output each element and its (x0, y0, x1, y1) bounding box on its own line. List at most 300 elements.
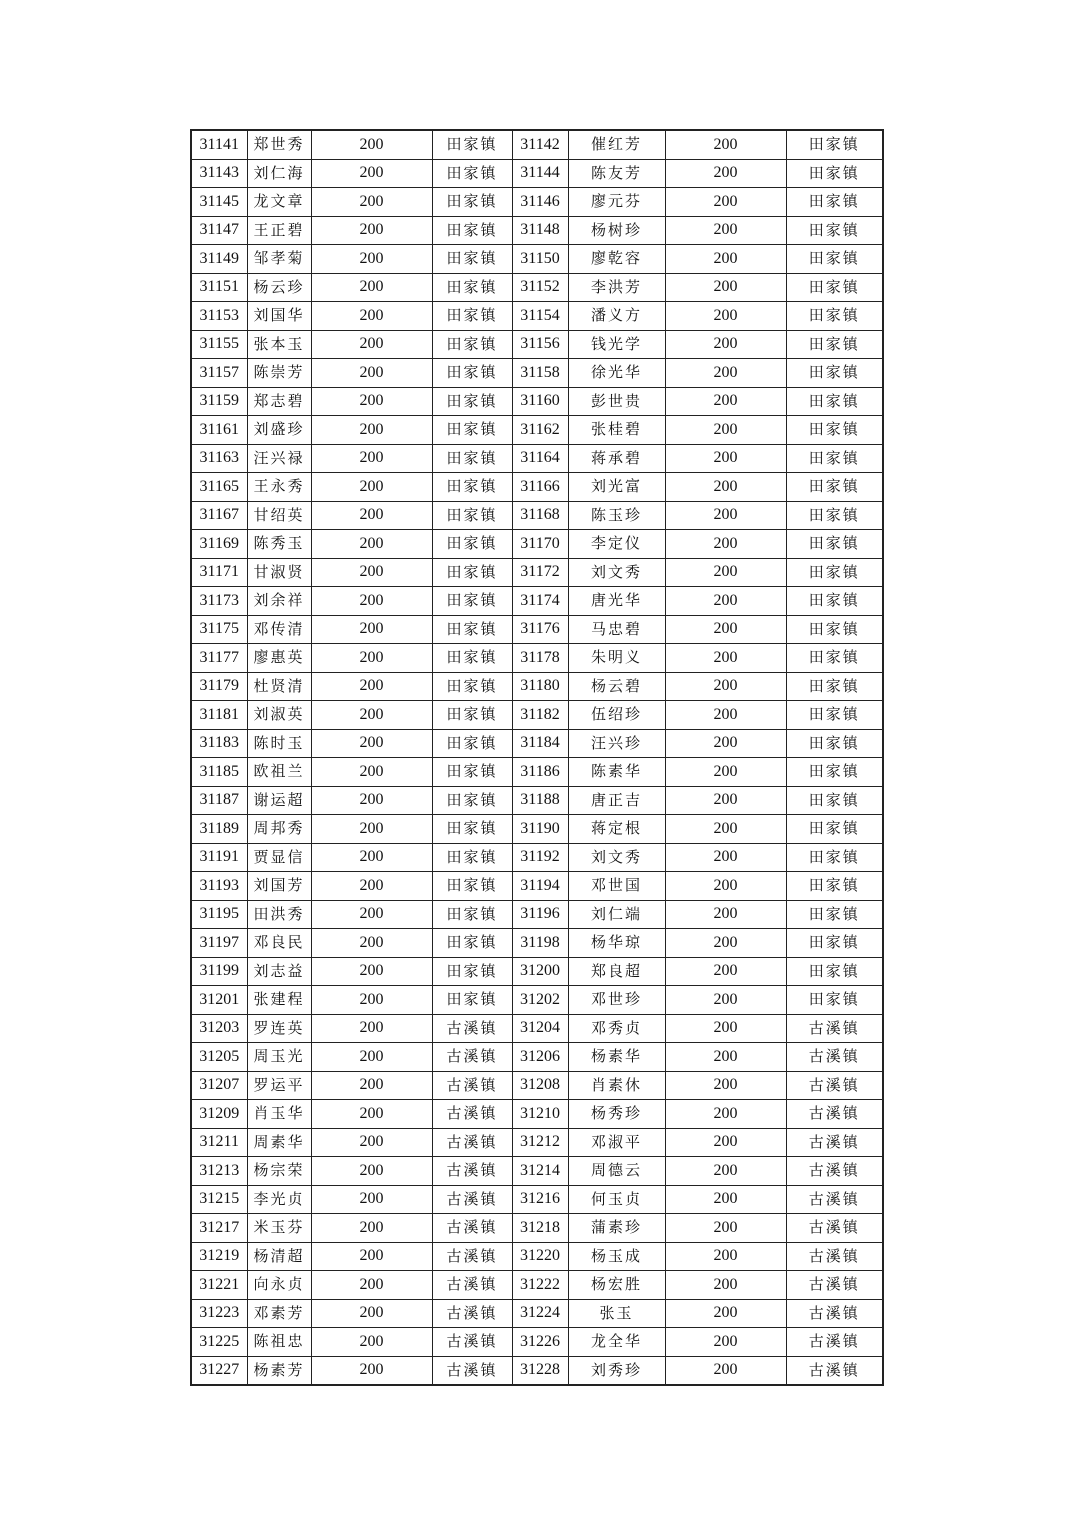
amount-cell: 200 (311, 786, 432, 815)
record-id-cell: 31216 (512, 1185, 568, 1214)
amount-cell: 200 (665, 1014, 786, 1043)
person-name-cell: 朱明义 (568, 644, 665, 673)
table-row (191, 330, 883, 359)
table-row (191, 644, 883, 673)
table-row (191, 786, 883, 815)
record-id-cell: 31183 (191, 729, 247, 758)
table-row (191, 1299, 883, 1328)
record-id-cell: 31184 (512, 729, 568, 758)
table-row (191, 1128, 883, 1157)
record-id-cell: 31144 (512, 159, 568, 188)
person-name-cell: 陈祖忠 (247, 1328, 311, 1357)
person-name-cell: 刘盛珍 (247, 416, 311, 445)
record-id-cell: 31201 (191, 986, 247, 1015)
record-id-cell: 31156 (512, 330, 568, 359)
table-row (191, 1157, 883, 1186)
person-name-cell: 刘仁海 (247, 159, 311, 188)
record-id-cell: 31154 (512, 302, 568, 331)
amount-cell: 200 (665, 330, 786, 359)
record-id-cell: 31206 (512, 1043, 568, 1072)
person-name-cell: 邓良民 (247, 929, 311, 958)
town-cell: 田家镇 (786, 245, 883, 274)
town-cell: 田家镇 (432, 644, 512, 673)
amount-cell: 200 (665, 957, 786, 986)
town-cell: 田家镇 (432, 558, 512, 587)
record-id-cell: 31207 (191, 1071, 247, 1100)
amount-cell: 200 (665, 929, 786, 958)
town-cell: 田家镇 (432, 130, 512, 159)
person-name-cell: 刘文秀 (568, 843, 665, 872)
town-cell: 田家镇 (432, 473, 512, 502)
amount-cell: 200 (311, 444, 432, 473)
amount-cell: 200 (665, 245, 786, 274)
record-id-cell: 31163 (191, 444, 247, 473)
person-name-cell: 徐光华 (568, 359, 665, 388)
amount-cell: 200 (311, 872, 432, 901)
record-id-cell: 31145 (191, 188, 247, 217)
record-id-cell: 31187 (191, 786, 247, 815)
table-row (191, 216, 883, 245)
person-name-cell: 刘光富 (568, 473, 665, 502)
town-cell: 古溪镇 (786, 1185, 883, 1214)
amount-cell: 200 (665, 159, 786, 188)
amount-cell: 200 (665, 1185, 786, 1214)
person-name-cell: 肖玉华 (247, 1100, 311, 1129)
town-cell: 田家镇 (432, 302, 512, 331)
record-id-cell: 31178 (512, 644, 568, 673)
table-row (191, 1100, 883, 1129)
town-cell: 古溪镇 (786, 1043, 883, 1072)
table-row (191, 587, 883, 616)
town-cell: 田家镇 (786, 957, 883, 986)
amount-cell: 200 (665, 872, 786, 901)
person-name-cell: 周素华 (247, 1128, 311, 1157)
table-row (191, 245, 883, 274)
amount-cell: 200 (311, 986, 432, 1015)
table-row (191, 387, 883, 416)
amount-cell: 200 (311, 416, 432, 445)
person-name-cell: 甘绍英 (247, 501, 311, 530)
town-cell: 田家镇 (432, 758, 512, 787)
record-id-cell: 31157 (191, 359, 247, 388)
town-cell: 田家镇 (432, 416, 512, 445)
person-name-cell: 陈友芳 (568, 159, 665, 188)
person-name-cell: 伍绍珍 (568, 701, 665, 730)
record-id-cell: 31204 (512, 1014, 568, 1043)
record-id-cell: 31209 (191, 1100, 247, 1129)
amount-cell: 200 (311, 130, 432, 159)
amount-cell: 200 (665, 843, 786, 872)
amount-cell: 200 (311, 188, 432, 217)
amount-cell: 200 (311, 615, 432, 644)
amount-cell: 200 (311, 729, 432, 758)
record-id-cell: 31179 (191, 672, 247, 701)
person-name-cell: 杨云碧 (568, 672, 665, 701)
town-cell: 田家镇 (432, 672, 512, 701)
town-cell: 田家镇 (432, 359, 512, 388)
amount-cell: 200 (311, 273, 432, 302)
town-cell: 田家镇 (786, 273, 883, 302)
person-name-cell: 催红芳 (568, 130, 665, 159)
record-id-cell: 31181 (191, 701, 247, 730)
town-cell: 田家镇 (432, 929, 512, 958)
person-name-cell: 杨素芳 (247, 1356, 311, 1385)
person-name-cell: 钱光学 (568, 330, 665, 359)
amount-cell: 200 (311, 1242, 432, 1271)
amount-cell: 200 (665, 1356, 786, 1385)
town-cell: 古溪镇 (432, 1128, 512, 1157)
town-cell: 田家镇 (786, 444, 883, 473)
record-id-cell: 31186 (512, 758, 568, 787)
record-id-cell: 31146 (512, 188, 568, 217)
person-name-cell: 米玉芬 (247, 1214, 311, 1243)
record-id-cell: 31213 (191, 1157, 247, 1186)
record-id-cell: 31185 (191, 758, 247, 787)
amount-cell: 200 (665, 1299, 786, 1328)
person-name-cell: 汪兴禄 (247, 444, 311, 473)
amount-cell: 200 (665, 644, 786, 673)
town-cell: 古溪镇 (432, 1299, 512, 1328)
record-id-cell: 31149 (191, 245, 247, 274)
table-row (191, 872, 883, 901)
amount-cell: 200 (665, 815, 786, 844)
town-cell: 古溪镇 (786, 1299, 883, 1328)
town-cell: 古溪镇 (786, 1128, 883, 1157)
person-name-cell: 刘仁端 (568, 900, 665, 929)
town-cell: 田家镇 (432, 900, 512, 929)
record-id-cell: 31162 (512, 416, 568, 445)
record-id-cell: 31166 (512, 473, 568, 502)
record-id-cell: 31148 (512, 216, 568, 245)
record-id-cell: 31222 (512, 1271, 568, 1300)
amount-cell: 200 (665, 1214, 786, 1243)
person-name-cell: 郑志碧 (247, 387, 311, 416)
town-cell: 田家镇 (786, 672, 883, 701)
town-cell: 田家镇 (432, 245, 512, 274)
amount-cell: 200 (311, 387, 432, 416)
town-cell: 田家镇 (786, 843, 883, 872)
town-cell: 古溪镇 (786, 1100, 883, 1129)
person-name-cell: 廖元芬 (568, 188, 665, 217)
table-row (191, 416, 883, 445)
town-cell: 田家镇 (786, 729, 883, 758)
record-id-cell: 31193 (191, 872, 247, 901)
table-row (191, 501, 883, 530)
town-cell: 田家镇 (432, 444, 512, 473)
table-row (191, 815, 883, 844)
amount-cell: 200 (665, 1071, 786, 1100)
person-name-cell: 欧祖兰 (247, 758, 311, 787)
amount-cell: 200 (311, 843, 432, 872)
amount-cell: 200 (311, 929, 432, 958)
amount-cell: 200 (665, 729, 786, 758)
table-row (191, 273, 883, 302)
person-name-cell: 肖素休 (568, 1071, 665, 1100)
person-name-cell: 刘国芳 (247, 872, 311, 901)
table-row (191, 530, 883, 559)
person-name-cell: 唐正吉 (568, 786, 665, 815)
amount-cell: 200 (311, 1128, 432, 1157)
record-id-cell: 31197 (191, 929, 247, 958)
record-id-cell: 31152 (512, 273, 568, 302)
table-row (191, 1043, 883, 1072)
person-name-cell: 杨素华 (568, 1043, 665, 1072)
record-id-cell: 31170 (512, 530, 568, 559)
person-name-cell: 潘义方 (568, 302, 665, 331)
record-id-cell: 31218 (512, 1214, 568, 1243)
town-cell: 田家镇 (786, 758, 883, 787)
person-name-cell: 龙全华 (568, 1328, 665, 1357)
town-cell: 古溪镇 (786, 1071, 883, 1100)
person-name-cell: 汪兴珍 (568, 729, 665, 758)
amount-cell: 200 (665, 587, 786, 616)
record-id-cell: 31177 (191, 644, 247, 673)
record-id-cell: 31221 (191, 1271, 247, 1300)
record-id-cell: 31210 (512, 1100, 568, 1129)
table-row (191, 444, 883, 473)
town-cell: 田家镇 (432, 957, 512, 986)
person-name-cell: 杨宏胜 (568, 1271, 665, 1300)
amount-cell: 200 (665, 188, 786, 217)
town-cell: 田家镇 (432, 587, 512, 616)
record-id-cell: 31164 (512, 444, 568, 473)
record-id-cell: 31191 (191, 843, 247, 872)
town-cell: 古溪镇 (432, 1100, 512, 1129)
amount-cell: 200 (665, 501, 786, 530)
table-row (191, 1328, 883, 1357)
record-id-cell: 31194 (512, 872, 568, 901)
person-name-cell: 田洪秀 (247, 900, 311, 929)
record-id-cell: 31208 (512, 1071, 568, 1100)
town-cell: 古溪镇 (432, 1071, 512, 1100)
person-name-cell: 罗运平 (247, 1071, 311, 1100)
amount-cell: 200 (311, 1100, 432, 1129)
person-name-cell: 蒋承碧 (568, 444, 665, 473)
town-cell: 田家镇 (432, 501, 512, 530)
amount-cell: 200 (665, 1128, 786, 1157)
town-cell: 田家镇 (432, 815, 512, 844)
table-row (191, 900, 883, 929)
town-cell: 田家镇 (432, 986, 512, 1015)
record-id-cell: 31171 (191, 558, 247, 587)
amount-cell: 200 (311, 758, 432, 787)
record-id-cell: 31173 (191, 587, 247, 616)
town-cell: 田家镇 (432, 729, 512, 758)
town-cell: 古溪镇 (786, 1014, 883, 1043)
town-cell: 田家镇 (432, 387, 512, 416)
person-name-cell: 刘余祥 (247, 587, 311, 616)
person-name-cell: 陈秀玉 (247, 530, 311, 559)
record-id-cell: 31153 (191, 302, 247, 331)
table-row (191, 1185, 883, 1214)
person-name-cell: 刘志益 (247, 957, 311, 986)
record-id-cell: 31160 (512, 387, 568, 416)
amount-cell: 200 (311, 1328, 432, 1357)
amount-cell: 200 (665, 530, 786, 559)
town-cell: 田家镇 (786, 786, 883, 815)
town-cell: 田家镇 (786, 216, 883, 245)
town-cell: 田家镇 (786, 815, 883, 844)
person-name-cell: 蒋定根 (568, 815, 665, 844)
amount-cell: 200 (311, 1014, 432, 1043)
amount-cell: 200 (665, 216, 786, 245)
person-name-cell: 周邦秀 (247, 815, 311, 844)
record-id-cell: 31142 (512, 130, 568, 159)
amount-cell: 200 (665, 758, 786, 787)
record-id-cell: 31224 (512, 1299, 568, 1328)
record-id-cell: 31198 (512, 929, 568, 958)
record-id-cell: 31155 (191, 330, 247, 359)
record-id-cell: 31192 (512, 843, 568, 872)
table-row (191, 188, 883, 217)
person-name-cell: 杨玉成 (568, 1242, 665, 1271)
record-id-cell: 31189 (191, 815, 247, 844)
amount-cell: 200 (665, 387, 786, 416)
person-name-cell: 郑世秀 (247, 130, 311, 159)
amount-cell: 200 (311, 1299, 432, 1328)
record-id-cell: 31165 (191, 473, 247, 502)
town-cell: 田家镇 (786, 701, 883, 730)
person-name-cell: 王正碧 (247, 216, 311, 245)
person-name-cell: 唐光华 (568, 587, 665, 616)
table-row (191, 1014, 883, 1043)
record-id-cell: 31141 (191, 130, 247, 159)
town-cell: 田家镇 (786, 530, 883, 559)
amount-cell: 200 (311, 957, 432, 986)
person-name-cell: 郑良超 (568, 957, 665, 986)
town-cell: 田家镇 (786, 159, 883, 188)
record-id-cell: 31169 (191, 530, 247, 559)
amount-cell: 200 (311, 1071, 432, 1100)
person-name-cell: 马忠碧 (568, 615, 665, 644)
record-id-cell: 31176 (512, 615, 568, 644)
person-name-cell: 陈时玉 (247, 729, 311, 758)
person-name-cell: 周玉光 (247, 1043, 311, 1072)
record-id-cell: 31161 (191, 416, 247, 445)
table-row (191, 1356, 883, 1385)
record-id-cell: 31143 (191, 159, 247, 188)
person-name-cell: 贾显信 (247, 843, 311, 872)
amount-cell: 200 (311, 530, 432, 559)
record-id-cell: 31172 (512, 558, 568, 587)
record-id-cell: 31200 (512, 957, 568, 986)
town-cell: 古溪镇 (432, 1014, 512, 1043)
table-row (191, 1071, 883, 1100)
amount-cell: 200 (665, 302, 786, 331)
amount-cell: 200 (665, 473, 786, 502)
amount-cell: 200 (665, 273, 786, 302)
table-row (191, 159, 883, 188)
record-id-cell: 31219 (191, 1242, 247, 1271)
town-cell: 田家镇 (432, 159, 512, 188)
amount-cell: 200 (311, 815, 432, 844)
record-id-cell: 31214 (512, 1157, 568, 1186)
record-id-cell: 31190 (512, 815, 568, 844)
table-row (191, 359, 883, 388)
town-cell: 古溪镇 (786, 1356, 883, 1385)
person-name-cell: 邓淑平 (568, 1128, 665, 1157)
amount-cell: 200 (311, 159, 432, 188)
town-cell: 田家镇 (786, 416, 883, 445)
amount-cell: 200 (665, 1328, 786, 1357)
town-cell: 田家镇 (786, 587, 883, 616)
table-row (191, 729, 883, 758)
amount-cell: 200 (665, 444, 786, 473)
amount-cell: 200 (311, 245, 432, 274)
amount-cell: 200 (311, 473, 432, 502)
town-cell: 田家镇 (786, 302, 883, 331)
person-name-cell: 李定仪 (568, 530, 665, 559)
record-id-cell: 31202 (512, 986, 568, 1015)
person-name-cell: 张玉 (568, 1299, 665, 1328)
amount-cell: 200 (665, 1100, 786, 1129)
person-name-cell: 刘秀珍 (568, 1356, 665, 1385)
town-cell: 田家镇 (432, 786, 512, 815)
town-cell: 田家镇 (432, 530, 512, 559)
table-row (191, 1214, 883, 1243)
record-id-cell: 31167 (191, 501, 247, 530)
record-id-cell: 31168 (512, 501, 568, 530)
amount-cell: 200 (665, 900, 786, 929)
town-cell: 田家镇 (432, 330, 512, 359)
town-cell: 田家镇 (786, 387, 883, 416)
record-id-cell: 31158 (512, 359, 568, 388)
record-id-cell: 31225 (191, 1328, 247, 1357)
person-name-cell: 蒲素珍 (568, 1214, 665, 1243)
record-id-cell: 31196 (512, 900, 568, 929)
town-cell: 古溪镇 (786, 1214, 883, 1243)
person-name-cell: 杨云珍 (247, 273, 311, 302)
record-id-cell: 31203 (191, 1014, 247, 1043)
town-cell: 田家镇 (432, 701, 512, 730)
person-name-cell: 邓世珍 (568, 986, 665, 1015)
town-cell: 田家镇 (786, 501, 883, 530)
person-name-cell: 刘国华 (247, 302, 311, 331)
person-name-cell: 廖惠英 (247, 644, 311, 673)
person-name-cell: 杨树珍 (568, 216, 665, 245)
person-name-cell: 张建程 (247, 986, 311, 1015)
town-cell: 田家镇 (432, 615, 512, 644)
town-cell: 田家镇 (786, 130, 883, 159)
amount-cell: 200 (311, 558, 432, 587)
person-name-cell: 彭世贵 (568, 387, 665, 416)
person-name-cell: 杜贤清 (247, 672, 311, 701)
subsidy-list-table (190, 129, 884, 1386)
person-name-cell: 刘文秀 (568, 558, 665, 587)
town-cell: 田家镇 (786, 900, 883, 929)
table-row (191, 672, 883, 701)
amount-cell: 200 (311, 501, 432, 530)
person-name-cell: 廖乾容 (568, 245, 665, 274)
town-cell: 古溪镇 (786, 1271, 883, 1300)
record-id-cell: 31151 (191, 273, 247, 302)
record-id-cell: 31226 (512, 1328, 568, 1357)
record-id-cell: 31174 (512, 587, 568, 616)
town-cell: 古溪镇 (432, 1271, 512, 1300)
record-id-cell: 31205 (191, 1043, 247, 1072)
record-id-cell: 31159 (191, 387, 247, 416)
record-id-cell: 31182 (512, 701, 568, 730)
town-cell: 田家镇 (786, 188, 883, 217)
record-id-cell: 31180 (512, 672, 568, 701)
person-name-cell: 王永秀 (247, 473, 311, 502)
town-cell: 田家镇 (432, 216, 512, 245)
amount-cell: 200 (311, 302, 432, 331)
town-cell: 田家镇 (432, 843, 512, 872)
amount-cell: 200 (665, 1043, 786, 1072)
amount-cell: 200 (311, 701, 432, 730)
amount-cell: 200 (665, 786, 786, 815)
